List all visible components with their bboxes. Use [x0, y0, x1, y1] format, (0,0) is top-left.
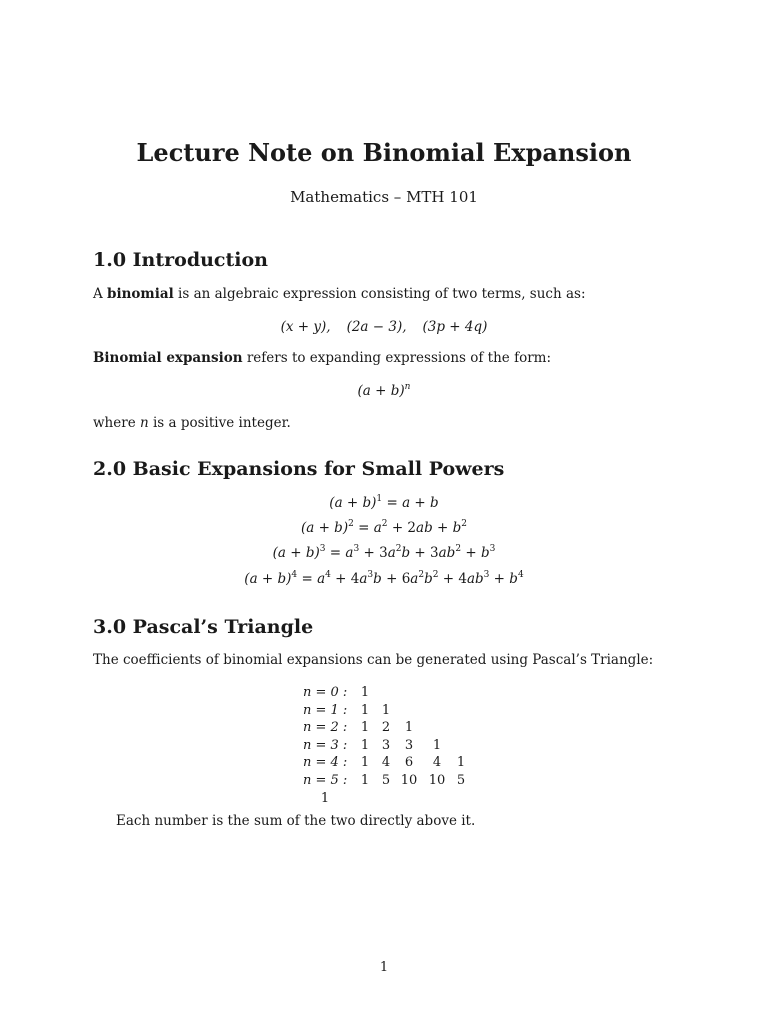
pascal-cell: 1 [360, 685, 370, 700]
page-number: 1 [379, 960, 389, 975]
paragraph-n-definition [93, 415, 291, 431]
paragraph-pascal-intro: The coefficients of binomial expansions can be generated using Pascal’s Triangle: [93, 652, 654, 668]
pascal-cell: 1 [360, 755, 370, 771]
example-expression: (3p + 4q) [422, 319, 488, 335]
pascal-row-label: n = 2 : [303, 720, 348, 736]
pascal-cell: 6 [404, 755, 414, 771]
text-fragment: is a positive integer. [148, 415, 291, 431]
pascal-cell: 1 [456, 755, 466, 771]
text-fragment: is an algebraic expression consisting of two terms, such as: [173, 286, 586, 302]
section-heading-introduction: 1.0 Introduction [93, 249, 268, 271]
paragraph-pascal-note: Each number is the sum of the two directly above it. [116, 813, 476, 829]
expansion-power-3: $(a + b)^3 = a^3 + 3a^2b + 3ab^2 + b^3$ [272, 543, 496, 561]
pascal-cell: 5 [456, 772, 466, 788]
binomial-examples [0, 319, 768, 335]
pascal-cell: 1 [320, 790, 330, 806]
text-fragment: where [93, 415, 140, 431]
pascal-cell: 1 [381, 702, 391, 718]
pascal-cell: 1 [404, 720, 414, 736]
pascal-cell: 1 [360, 720, 370, 736]
pascal-cell: 4 [432, 755, 442, 771]
pascal-cell: 5 [381, 772, 391, 788]
pascal-cell: 10 [400, 772, 418, 788]
expansion-power-2: $(a + b)^2 = a^2 + 2ab + b^2$ [300, 518, 468, 536]
example-expression: (2a − 3), [346, 319, 407, 335]
paragraph-binomial-definition [93, 286, 586, 302]
pascal-row-label: n = 1 : [303, 702, 348, 718]
pascal-row-label: n = 4 : [303, 755, 348, 771]
pascal-row-label: n = 5 : [303, 772, 348, 788]
bold-term-binomial-expansion: Binomial expansion [93, 350, 243, 366]
paragraph-expansion-definition [93, 350, 551, 366]
pascal-cell: 10 [428, 772, 446, 788]
pascal-row-label: n = 3 : [303, 737, 348, 753]
pascal-cell: 1 [432, 737, 442, 753]
text-fragment: refers to expanding expressions of the form: [242, 350, 552, 366]
pascal-cell: 1 [360, 702, 370, 718]
example-expression: (x + y), [280, 319, 331, 335]
section-heading-pascals-triangle: 3.0 Pascal’s Triangle [93, 616, 314, 638]
pascal-cell: 1 [360, 737, 370, 753]
equation-base: (a + b) [357, 383, 405, 399]
pascal-cell: 2 [381, 720, 391, 736]
page-subtitle: Mathematics – MTH 101 [290, 188, 478, 206]
expansion-power-1: $(a + b)^1 = a + b$ [329, 493, 439, 511]
pascal-cell: 3 [404, 737, 414, 753]
pascal-row-label: n = 0 : [303, 685, 348, 700]
pascal-cell: 1 [360, 772, 370, 788]
pascal-cell: 4 [381, 755, 391, 771]
text-fragment: A [93, 286, 108, 302]
pascal-cell: 3 [381, 737, 391, 753]
general-form-equation [0, 383, 768, 399]
section-heading-basic-expansions: 2.0 Basic Expansions for Small Powers [93, 458, 505, 480]
page-title: Lecture Note on Binomial Expansion [136, 138, 632, 167]
equation-exponent: n [404, 381, 411, 392]
bold-term-binomial: binomial [107, 286, 174, 302]
variable-n: n [139, 415, 149, 431]
expansion-power-4: $(a + b)^4 = a^4 + 4a^3b + 6a^2b^2 + 4ab^3 + b^4$ [244, 569, 524, 587]
